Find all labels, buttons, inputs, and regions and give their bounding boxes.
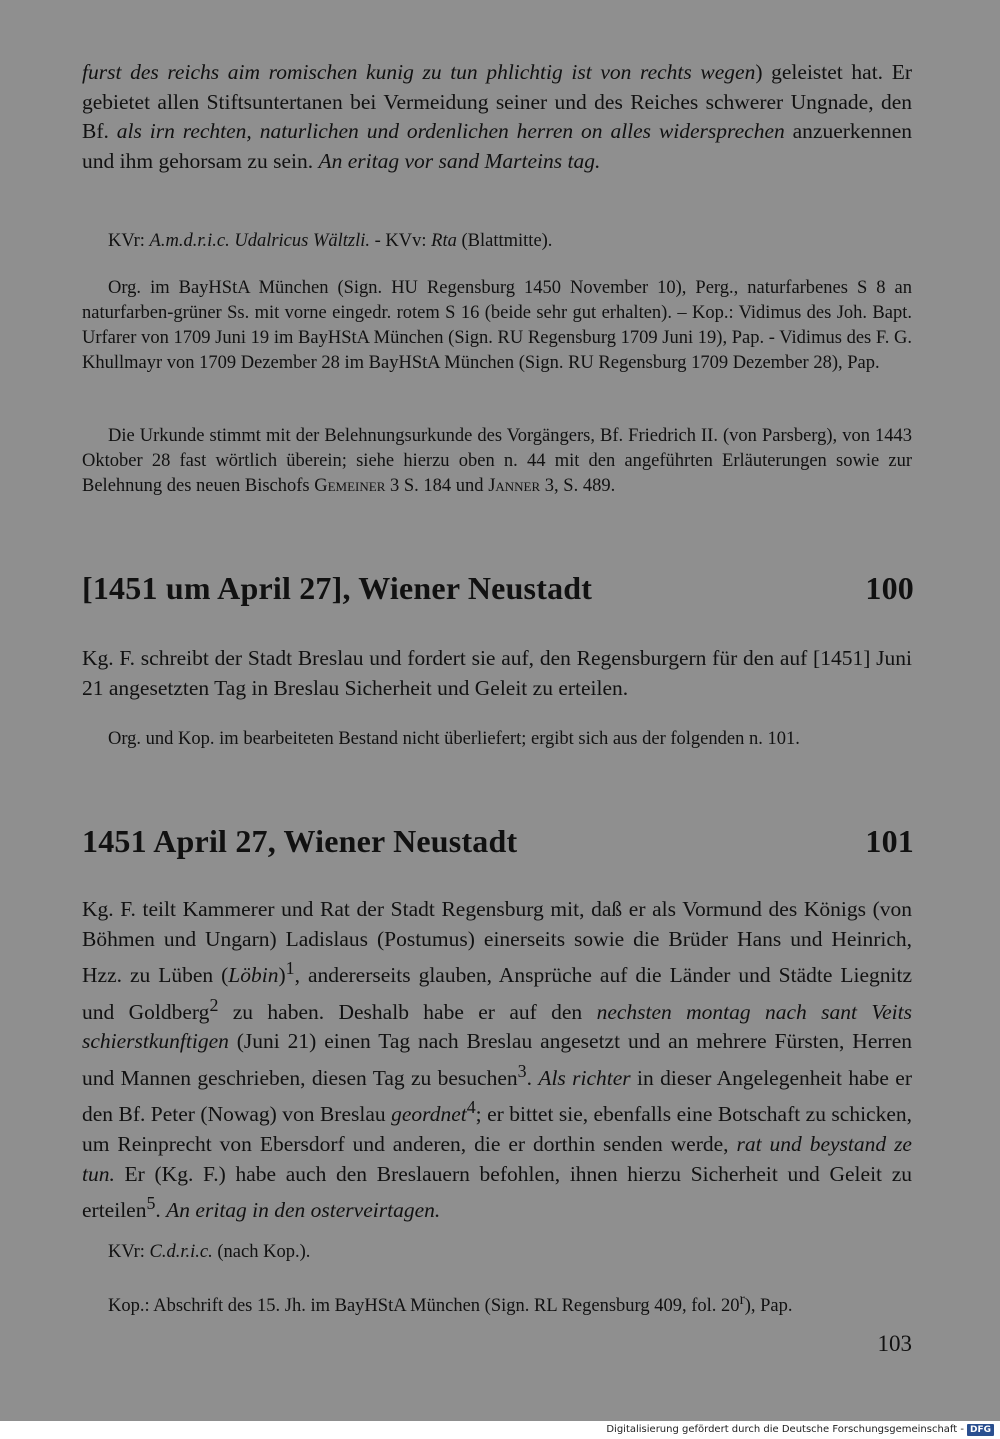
italic-quote: nechsten montag nach sant Veits schierstkunftigen <box>82 999 912 1054</box>
italic-quote: geordnet <box>391 1102 467 1127</box>
text-run: ) <box>278 963 286 988</box>
author-reference: Janner <box>488 476 541 496</box>
text-run: zu haben. Deshalb habe er auf den <box>218 999 597 1024</box>
footnote-marker: 4 <box>466 1097 476 1118</box>
text-run: ) geleistet hat. Er gebietet allen Stiftsuntertanen bei Vermeidung seiner und des Reiches schwerer Ungnade, den Bf. <box>82 60 912 143</box>
italic-quote: Löbin <box>228 963 279 988</box>
entry-101-kanzleivermerk <box>82 1240 912 1265</box>
entry-100-summary: Kg. F. schreibt der Stadt Breslau und fordert sie auf, den Regensburgern für den auf [1451] Juni 21 angesetzten Tag in Breslau Sicherheit und Geleit zu erteilen. <box>82 646 912 700</box>
italic-date: An eritag vor sand Marteins tag. <box>318 148 601 173</box>
entry-100-number: 100 <box>865 570 914 606</box>
italic-text: A.m.d.r.i.c. Udalricus Wältzli. <box>149 231 371 251</box>
text-run: 3 S. 184 und <box>385 476 489 496</box>
entry-101-date-place: 1451 April 27, Wiener Neustadt <box>82 823 518 859</box>
italic-date: An eritag in den osterveirtagen. <box>166 1198 441 1223</box>
italic-quote: furst des reichs aim romischen kunig zu tun phlichtig ist von rechts wegen <box>82 60 756 84</box>
text-run: 3, S. 489. <box>540 476 616 496</box>
text-run: Die Urkunde stimmt mit der Belehnungsurkunde des Vorgängers, Bf. Friedrich II. (von Parsberg), von 1443 Oktober 28 fast wörtlich überein; siehe hierzu oben n. 44 mit den angeführten Erläuterungen sowie zur Belehnung des neuen Bischofs <box>82 426 912 496</box>
text-run: (Juni 21) einen Tag nach Breslau angesetzt und an mehrere Fürsten, Herren und Mannen geschrieben, diesen Tag zu besuchen <box>82 1029 912 1090</box>
dfg-footer <box>606 1423 994 1437</box>
entry-99-commentary <box>82 424 912 499</box>
text-run: - KVv: <box>370 231 432 251</box>
page-number: 103 <box>877 1331 912 1356</box>
entry-101-number: 101 <box>865 823 914 859</box>
italic-quote: als irn rechten, naturlichen und ordenlichen herren on alles widersprechen <box>116 119 785 143</box>
entry-101-kopie <box>82 1287 912 1319</box>
footer-credit: Digitalisierung gefördert durch die Deutsche Forschungsgemeinschaft - <box>606 1424 964 1435</box>
entry-99-text <box>82 58 912 176</box>
entry-100-heading <box>82 570 914 607</box>
italic-quote: rat und beystand ze tun. <box>82 1132 912 1186</box>
text-run: (Blattmitte). <box>456 231 553 251</box>
kv-label: KVr: <box>108 1242 150 1262</box>
entry-101-heading <box>82 823 914 860</box>
entry-100-date-place: [1451 um April 27], Wiener Neustadt <box>82 570 593 606</box>
dfg-logo-icon: DFG <box>967 1424 994 1436</box>
footnote-marker: 2 <box>209 994 219 1015</box>
text-run: Kop.: Abschrift des 15. Jh. im BayHStA München (Sign. RL Regensburg 409, fol. 20 <box>108 1296 740 1317</box>
text-run: , andererseits glauben, Ansprüche auf die Länder und Städte Liegnitz und Goldberg <box>82 963 912 1024</box>
text-run: Er (Kg. F.) habe auch den Breslauern befohlen, ihnen hierzu Sicherheit und Geleit zu erteilen <box>82 1161 912 1223</box>
text-run: ; er bittet sie, ebenfalls eine Botschaft zu schicken, um Reinprecht von Ebersdorf und anderen, die er dorthin senden werde, <box>82 1102 912 1157</box>
italic-text: Rta <box>431 231 457 251</box>
text-run: (nach Kop.). <box>212 1242 311 1262</box>
text-run: . <box>526 1065 539 1090</box>
text-run: anzuerkennen und ihm gehorsam zu sein. <box>82 119 913 173</box>
text-run: in dieser Angelegenheit habe er den Bf. Peter (Nowag) von Breslau <box>82 1065 913 1127</box>
footnote-marker: 3 <box>517 1060 527 1081</box>
footnote-marker: 1 <box>285 958 295 978</box>
entry-99-overlieferung: Org. im BayHStA München (Sign. HU Regensburg 1450 November 10), Perg., naturfarbenes S 8 an naturfarben-grüner Ss. mit vorne eingedr. rotem S 16 (beide sehr gut erhalten). – Kop.: Vidimus des Joh. Bapt. Urfarer von 1709 Juni 19 im BayHStA München (Sign. RU Regensburg 1709 Juni 19), Pap. - Vidimus des F. G. Khullmayr von 1709 Dezember 28 im BayHStA München (Sign. RU Regensburg 1709 Dezember 28), Pap. <box>82 278 912 373</box>
text-run: ), Pap. <box>744 1296 793 1317</box>
entry-99-kanzleivermerk <box>82 229 912 254</box>
italic-text: C.d.r.i.c. <box>149 1242 213 1262</box>
footnote-marker: 5 <box>146 1193 156 1214</box>
entry-100-note: Org. und Kop. im bearbeiteten Bestand nicht überliefert; ergibt sich aus der folgenden n. 101. <box>108 729 800 749</box>
text-run: Kg. F. teilt Kammerer und Rat der Stadt Regensburg mit, daß er als Vormund des Königs (von Böhmen und Ungarn) Ladislaus (Postumus) einerseits sowie die Brüder Hans und Heinrich, Hzz. zu Lüben ( <box>82 897 912 988</box>
author-reference: Gemeiner <box>314 476 386 496</box>
entry-101-summary <box>82 895 912 1226</box>
text-run: . <box>155 1198 167 1223</box>
italic-quote: Als richter <box>538 1065 631 1090</box>
kv-label: KVr: <box>108 231 150 251</box>
folio-superscript: r <box>739 1291 745 1308</box>
